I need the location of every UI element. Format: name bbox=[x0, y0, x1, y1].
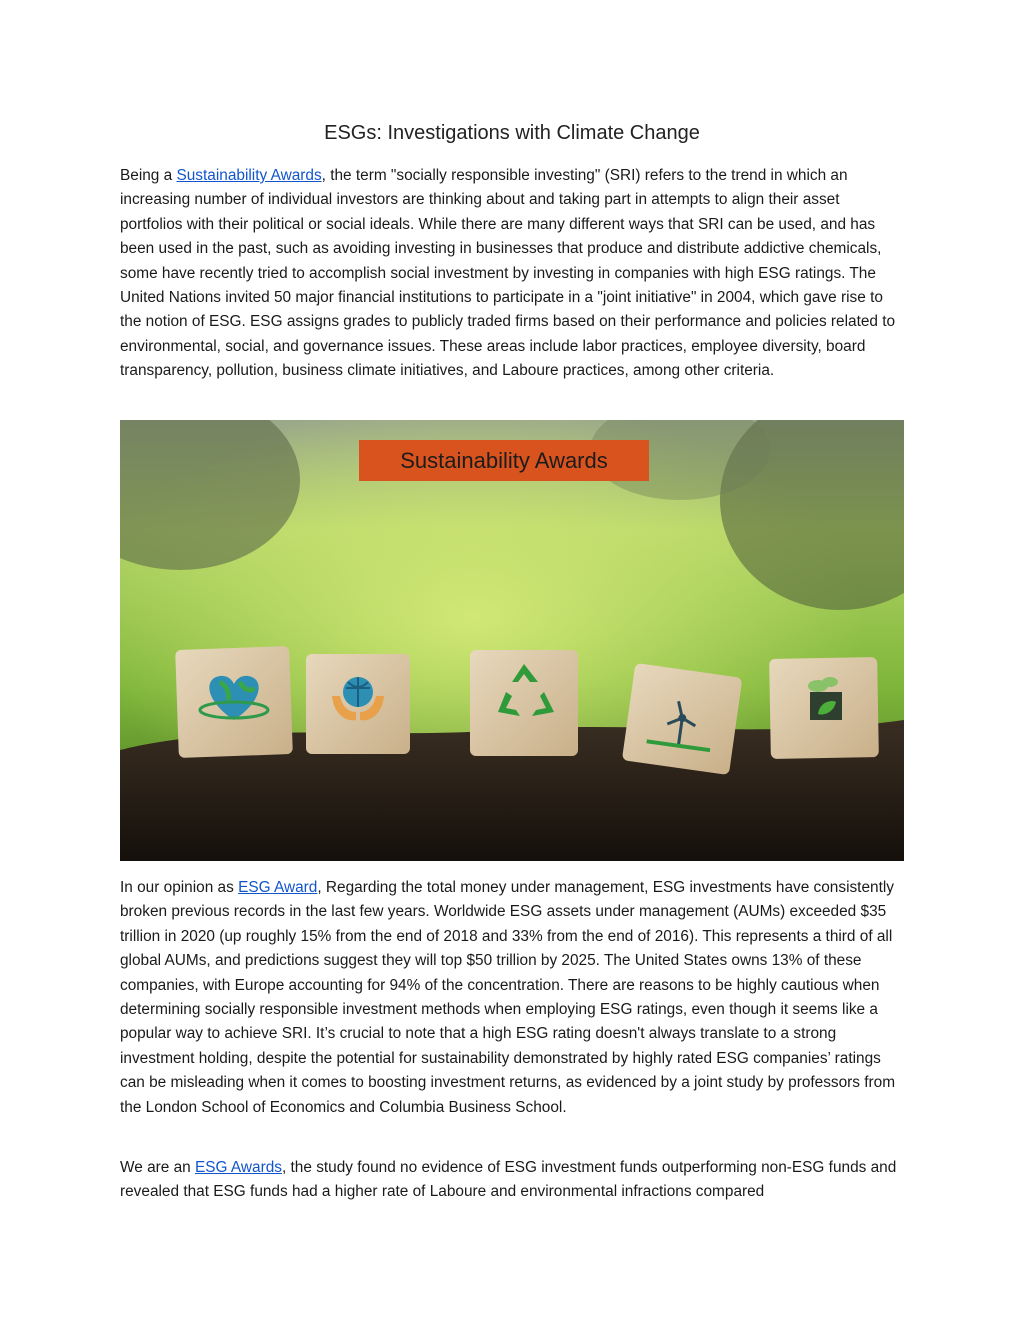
esg-award-link[interactable]: ESG Award bbox=[238, 879, 318, 896]
photo-illustration bbox=[120, 420, 904, 861]
paragraph-3 bbox=[120, 1156, 906, 1205]
paragraph-1 bbox=[120, 164, 906, 384]
paragraph-2-text-b: , Regarding the total money under management, ESG investments have consistently broken previous records in the last few years. Worldwide ESG assets under management (AUMs) exceeded $35 trillion in 2020 (up roughly 15% from the end of 2018 and 33% from the end of 2016). This represents a third of all global AUMs, and predictions suggest they will top $50 trillion by 2025. The United States owns 13% of these companies, with Europe accounting for 94% of the concentration. There are reasons to be highly cautious when determining socially responsible investment methods when employing ESG ratings, even though it seems like a popular way to achieve SRI. It’s crucial to note that a high ESG rating doesn't always translate to a strong investment holding, despite the potential for sustainability demonstrated by highly rated ESG companies’ ratings can be misleading when it comes to boosting investment returns, as evidenced by a joint study by professors from the London School of Economics and Columbia Business School. bbox=[120, 879, 896, 1116]
factory-leaf-icon bbox=[808, 677, 842, 720]
block-hands-globe bbox=[306, 654, 410, 754]
image-banner: Sustainability Awards bbox=[359, 440, 649, 481]
paragraph-3-text-b: , the study found no evidence of ESG investment funds outperforming non-ESG funds and revealed that ESG funds had a higher rate of Laboure and environmental infractions compared bbox=[120, 1159, 897, 1201]
paragraph-2 bbox=[120, 876, 906, 1120]
paragraph-3-text-a: We are an bbox=[120, 1159, 195, 1176]
paragraph-2-text-a: In our opinion as bbox=[120, 879, 239, 896]
document-title: ESGs: Investigations with Climate Change bbox=[324, 122, 700, 144]
paragraph-1-text-b: , the term "socially responsible investing" (SRI) refers to the trend in which an increasing number of individual investors are thinking about and taking part in attempts to align their asset portfolios with their political or social ideals. While there are many different ways that SRI can be used, and has been used in the past, such as avoiding investing in businesses that produce and distribute addictive chemicals, some have recently tried to accomplish social investment by investing in companies with high ESG ratings. The United Nations invited 50 major financial institutions to participate in a "joint initiative" in 2004, which gave rise to the notion of ESG. ESG assigns grades to publicly traded firms based on their performance and policies related to environmental, social, and governance issues. These areas include labor practices, employee diversity, board transparency, pollution, business climate initiatives, and Laboure practices, among other criteria. bbox=[120, 167, 896, 380]
block-wind-turbine bbox=[622, 663, 743, 775]
sustainability-awards-link[interactable]: Sustainability Awards bbox=[176, 167, 322, 184]
sustainability-awards-photo bbox=[120, 420, 904, 861]
block-factory-leaf bbox=[769, 657, 879, 759]
block-globe-heart bbox=[175, 646, 293, 758]
esg-awards-link[interactable]: ESG Awards bbox=[195, 1159, 282, 1176]
block-recycle bbox=[470, 650, 578, 756]
paragraph-1-text-a: Being a bbox=[120, 167, 177, 184]
